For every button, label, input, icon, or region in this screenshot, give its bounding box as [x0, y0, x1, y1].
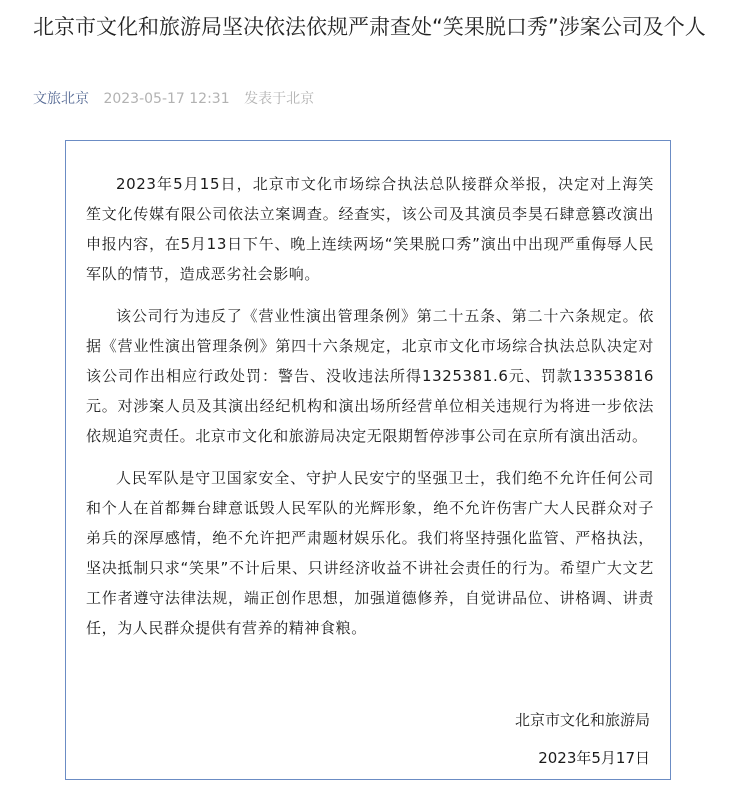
publish-location: 发表于北京: [244, 91, 315, 107]
signature-date: 2023年5月17日: [538, 749, 650, 767]
notice-paragraph-3: 人民军队是守卫国家安全、守护人民安宁的坚强卫士，我们绝不允许任何公司和个人在首都舞台肆意诋毁人民军队的光辉形象，绝不允许伤害广大人民群众对子弟兵的深厚感情，绝不允许把严肃题材娱乐化。我们将坚持强化监管、严格执法，坚决抵制只求“笑果”不计后果、只讲经济收益不讲社会责任的行为。希望广大文艺工作者遵守法律法规，端正创作思想，加强道德修养，自觉讲品位、讲格调、讲责任，为人民群众提供有营养的精神食粮。: [86, 469, 654, 637]
notice-paragraph-2: 该公司行为违反了《营业性演出管理条例》第二十五条、第二十六条规定。依据《营业性演出管理条例》第四十六条规定，北京市文化市场综合执法总队决定对该公司作出相应行政处罚：警告、没收违法所得1325381.6元、罚款13353816元。对涉案人员及其演出经纪机构和演出场所经营单位相关违规行为将进一步依法依规追究责任。北京市文化和旅游局决定无限期暂停涉事公司在京所有演出活动。: [86, 307, 654, 445]
publish-date: 2023-05-17 12:31: [103, 91, 230, 107]
notice-paragraph-1: 2023年5月15日，北京市文化市场综合执法总队接群众举报，决定对上海笑笙文化传媒有限公司依法立案调查。经查实，该公司及其演员李昊石肆意篡改演出申报内容，在5月13日下午、晚上连续两场“笑果脱口秀”演出中出现严重侮辱人民军队的情节，造成恶劣社会影响。: [86, 175, 654, 283]
notice-image-box: [65, 140, 671, 780]
signature-org: 北京市文化和旅游局: [514, 711, 650, 729]
article-title: 北京市文化和旅游局坚决依法依规严肃查处“笑果脱口秀”涉案公司及个人: [33, 15, 706, 39]
notice-signature: [515, 705, 650, 781]
author-link[interactable]: 文旅北京: [33, 91, 89, 107]
notice-body: [86, 169, 654, 655]
article-meta: [33, 88, 324, 110]
